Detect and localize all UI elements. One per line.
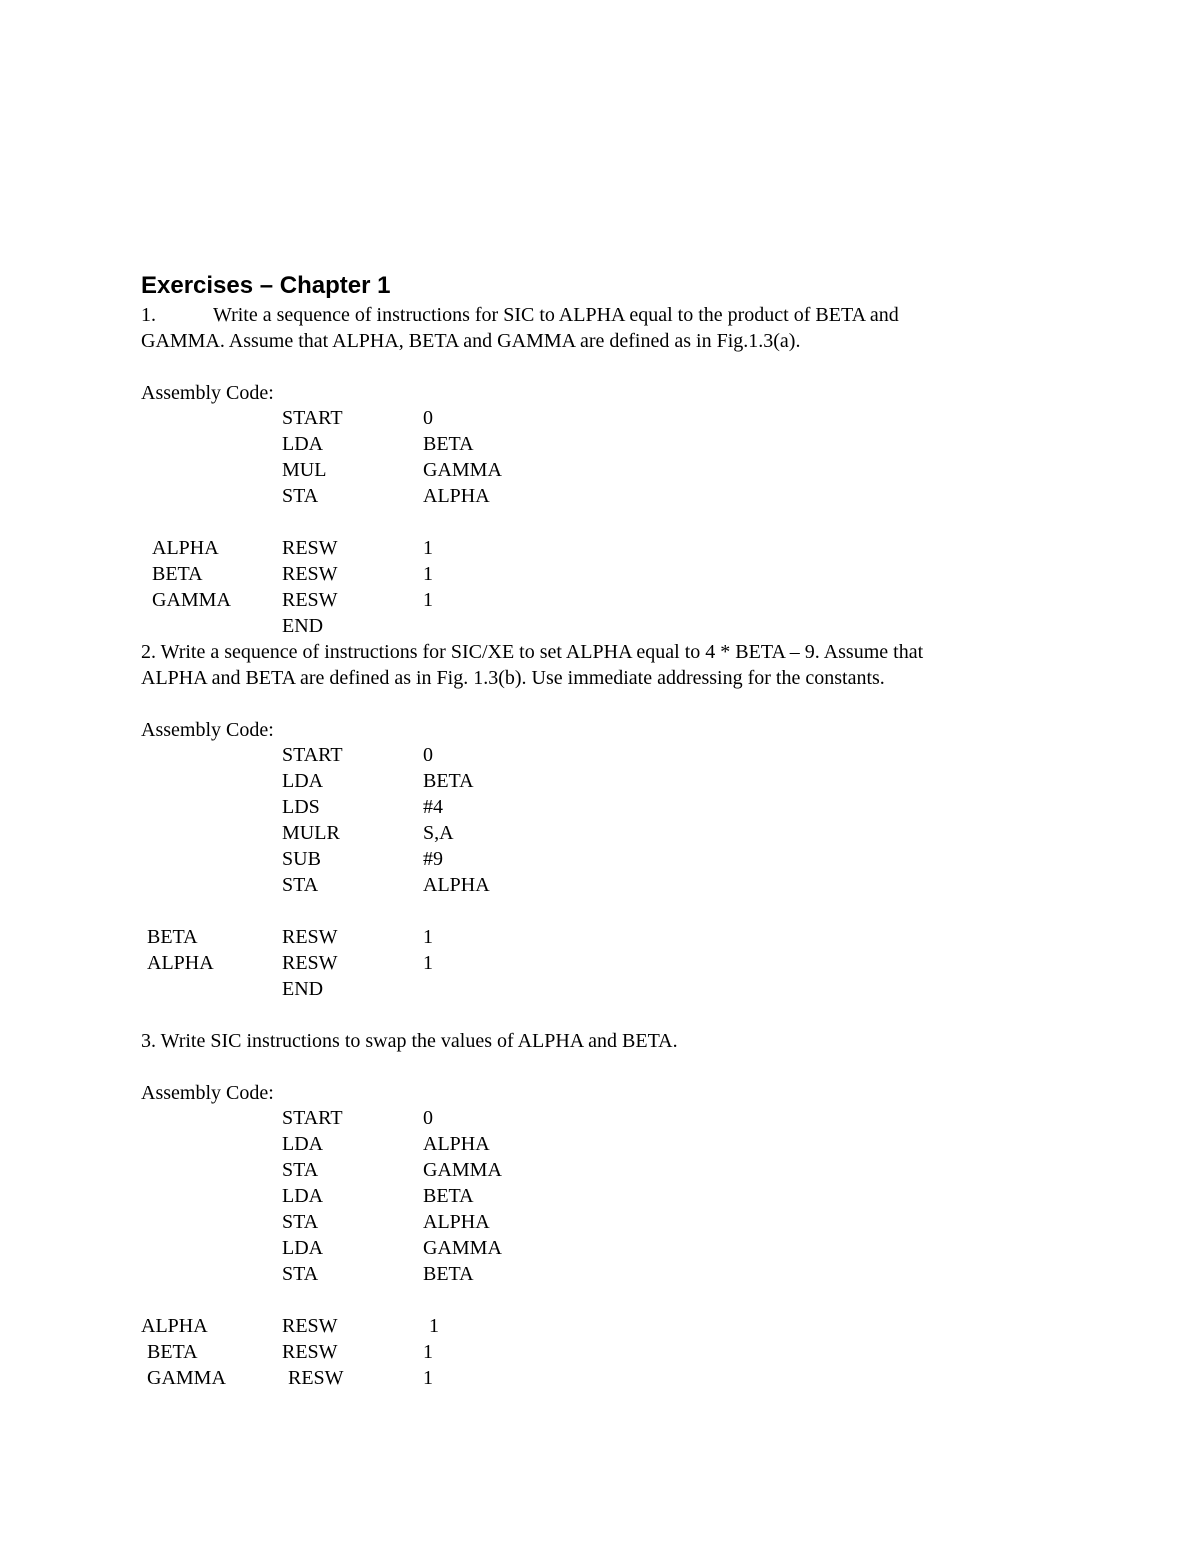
exercise-3-code-label: Assembly Code:: [141, 1082, 274, 1104]
exercise-2-text-line-1: 2. Write a sequence of instructions for SIC/XE to set ALPHA equal to 4 * BETA – 9. Assume that: [141, 641, 924, 663]
ex2-code-arg: #9: [423, 848, 443, 870]
ex3-code-op: START: [282, 1107, 343, 1129]
ex2-code-op: LDA: [282, 770, 324, 792]
ex3-code-arg: GAMMA: [423, 1159, 502, 1181]
ex3-code-op: LDA: [282, 1185, 324, 1207]
ex3-code-op: LDA: [282, 1133, 324, 1155]
ex3-code-arg: 0: [423, 1107, 433, 1129]
ex3-code-arg: BETA: [423, 1185, 474, 1207]
ex2-code-op: RESW: [282, 952, 338, 974]
ex2-code-arg: 1: [423, 926, 433, 948]
ex3-code-arg: GAMMA: [423, 1237, 502, 1259]
ex2-code-label: ALPHA: [147, 952, 214, 974]
ex2-code-op: MULR: [282, 822, 340, 844]
ex1-code-arg: 1: [423, 563, 433, 585]
page-title: Exercises – Chapter 1: [141, 272, 391, 299]
ex2-code-arg: S,A: [423, 822, 454, 844]
ex3-code-label: BETA: [147, 1341, 198, 1363]
ex3-code-op: RESW: [282, 1341, 338, 1363]
ex1-code-arg: GAMMA: [423, 459, 502, 481]
ex3-code-op: STA: [282, 1211, 319, 1233]
ex3-code-label: ALPHA: [141, 1315, 208, 1337]
ex1-code-arg: 1: [423, 589, 433, 611]
ex1-code-arg: 1: [423, 537, 433, 559]
ex2-code-op: STA: [282, 874, 319, 896]
ex3-code-op: STA: [282, 1159, 319, 1181]
ex3-code-arg: ALPHA: [423, 1211, 490, 1233]
exercise-1-number: 1.: [141, 304, 156, 326]
ex2-code-op: RESW: [282, 926, 338, 948]
ex2-code-op: END: [282, 978, 324, 1000]
ex3-code-arg: ALPHA: [423, 1133, 490, 1155]
ex2-code-label: BETA: [147, 926, 198, 948]
ex3-code-arg: 1: [423, 1341, 433, 1363]
ex1-code-op: RESW: [282, 589, 338, 611]
ex2-code-op: LDS: [282, 796, 320, 818]
exercise-2-code-label: Assembly Code:: [141, 719, 274, 741]
ex3-code-arg: 1: [429, 1315, 439, 1337]
ex1-code-op: RESW: [282, 537, 338, 559]
ex2-code-arg: ALPHA: [423, 874, 490, 896]
ex2-code-arg: 1: [423, 952, 433, 974]
ex1-code-op: END: [282, 615, 324, 637]
exercise-2-text-line-2: ALPHA and BETA are defined as in Fig. 1.3(b). Use immediate addressing for the constants.: [141, 667, 885, 689]
ex2-code-op: START: [282, 744, 343, 766]
ex1-code-op: STA: [282, 485, 319, 507]
ex3-code-op: RESW: [282, 1315, 338, 1337]
ex2-code-arg: 0: [423, 744, 433, 766]
exercise-3-text-line-1: 3. Write SIC instructions to swap the values of ALPHA and BETA.: [141, 1030, 678, 1052]
ex1-code-op: MUL: [282, 459, 327, 481]
ex1-code-arg: ALPHA: [423, 485, 490, 507]
ex3-code-label: GAMMA: [147, 1367, 226, 1389]
ex1-code-op: LDA: [282, 433, 324, 455]
ex1-code-label: BETA: [152, 563, 203, 585]
ex1-code-op: RESW: [282, 563, 338, 585]
ex3-code-arg: 1: [423, 1367, 433, 1389]
exercise-1-code-label: Assembly Code:: [141, 382, 274, 404]
exercise-1-text-line-1: Write a sequence of instructions for SIC to ALPHA equal to the product of BETA and: [213, 304, 899, 326]
ex1-code-label: GAMMA: [152, 589, 231, 611]
ex3-code-op: LDA: [282, 1237, 324, 1259]
ex1-code-op: START: [282, 407, 343, 429]
ex1-code-arg: BETA: [423, 433, 474, 455]
ex2-code-op: SUB: [282, 848, 321, 870]
ex3-code-op: RESW: [288, 1367, 344, 1389]
exercise-1-text-line-2: GAMMA. Assume that ALPHA, BETA and GAMMA are defined as in Fig.1.3(a).: [141, 330, 801, 352]
ex1-code-arg: 0: [423, 407, 433, 429]
ex3-code-op: STA: [282, 1263, 319, 1285]
ex1-code-label: ALPHA: [152, 537, 219, 559]
ex3-code-arg: BETA: [423, 1263, 474, 1285]
ex2-code-arg: #4: [423, 796, 443, 818]
ex2-code-arg: BETA: [423, 770, 474, 792]
